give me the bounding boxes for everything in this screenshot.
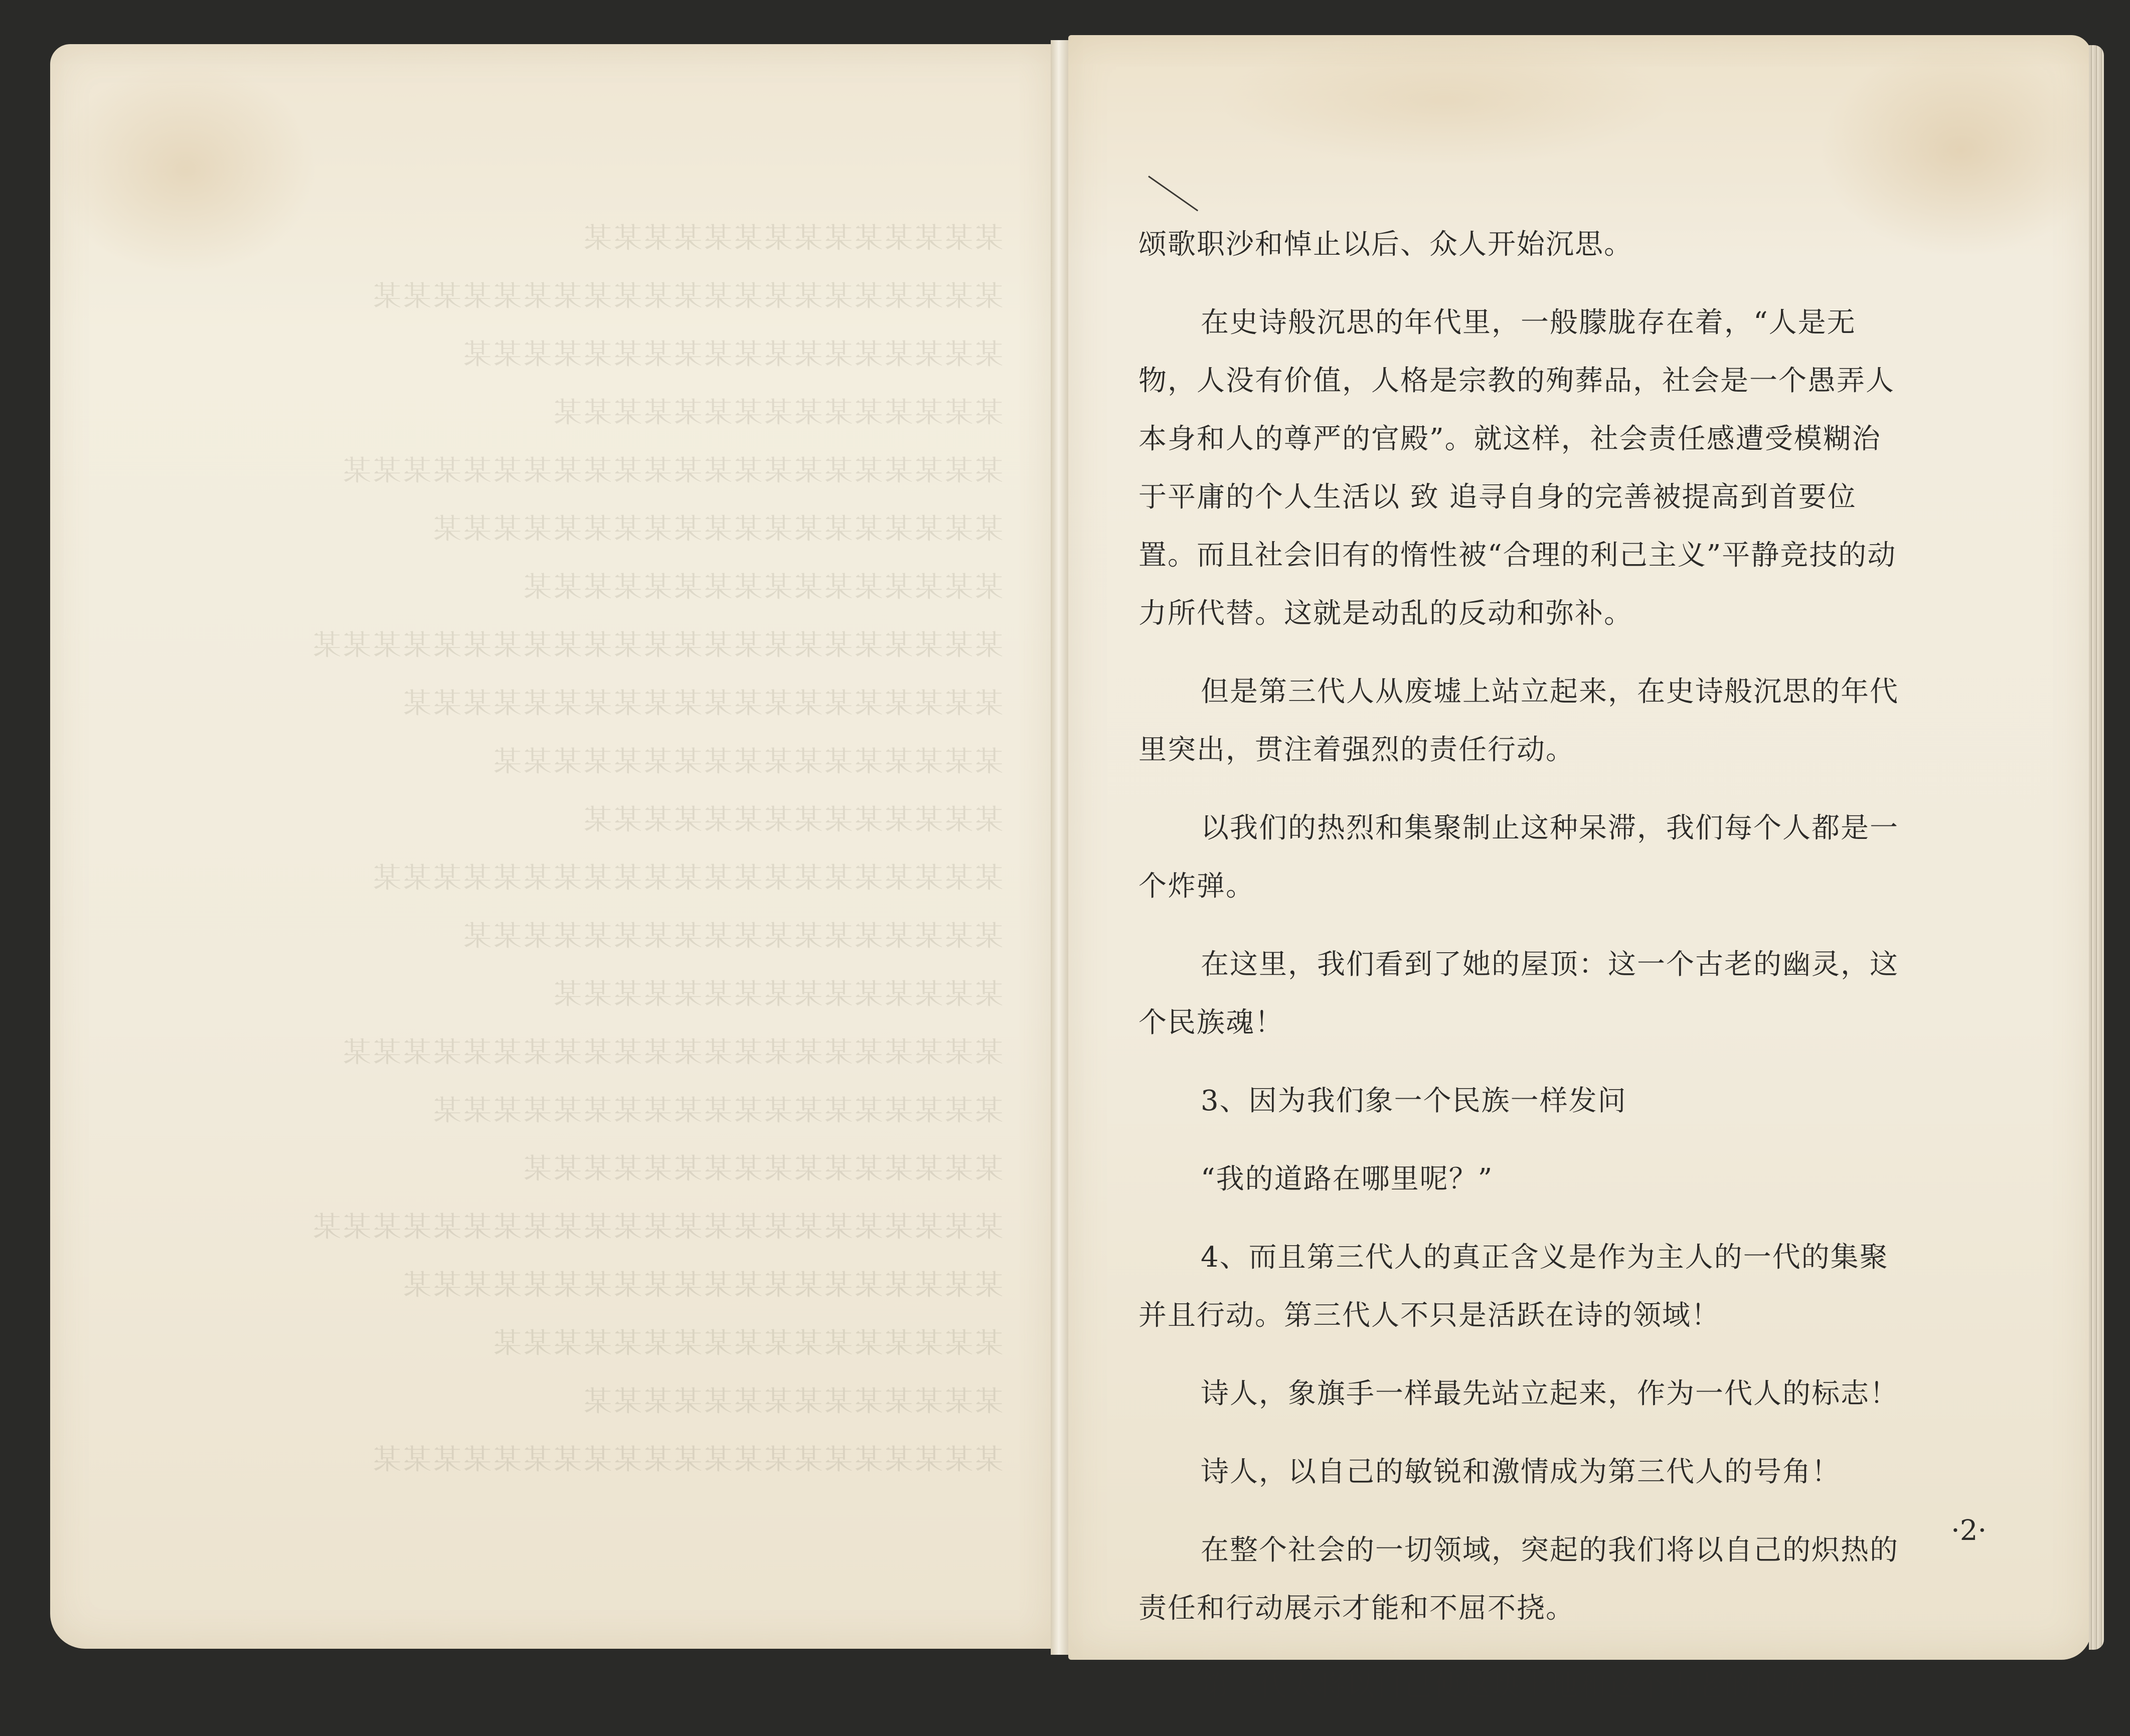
bleed-through-line: 某某某某某某某某某某某某某某某某某某某某某某 bbox=[341, 1036, 1003, 1069]
bleed-through-line: 某某某某某某某某某某某某某某某某某某某某 bbox=[401, 1269, 1003, 1302]
bleed-through-line: 某某某某某某某某某某某某某某某某某某某某某某 bbox=[341, 455, 1003, 487]
bleed-through-line: 某某某某某某某某某某某某某某某某某某某 bbox=[431, 1095, 1003, 1127]
right-page-text bbox=[1138, 216, 1906, 1736]
bleed-through-line: 某某某某某某某某某某某某某某某某某某 bbox=[461, 920, 1003, 953]
page-edges bbox=[2089, 45, 2104, 1650]
paragraph: 在整个社会的一切领域，突起的我们将以自己的炽热的责任和行动展示才能和不屈不挠。 bbox=[1138, 1534, 1899, 1625]
bleed-through-line: 某某某某某某某某某某某某某某某某 bbox=[522, 571, 1003, 604]
page-number: ·2· bbox=[1951, 1514, 1987, 1547]
bleed-through-line: 某某某某某某某某某某某某某某某某 bbox=[522, 1153, 1003, 1185]
bleed-through-line: 某某某某某某某某某某某某某某某某某某某某某某某 bbox=[311, 1211, 1003, 1244]
paragraph: 在这里，我们看到了她的屋顶：这一个古老的幽灵，这个民族魂！ bbox=[1138, 948, 1899, 1039]
left-page bbox=[50, 44, 1053, 1649]
bleed-through-line: 某某某某某某某某某某某某某某某某某 bbox=[491, 1327, 1003, 1360]
bleed-through-line: 某某某某某某某某某某某某某某某某某某某某 bbox=[401, 687, 1003, 720]
bleed-through-line: 某某某某某某某某某某某某某某某某某某某某某某某 bbox=[311, 629, 1003, 662]
paragraph: 以我们的热烈和集聚制止这种呆滞，我们每个人都是一个炸弹。 bbox=[1138, 812, 1899, 903]
bleed-through-text bbox=[201, 210, 1003, 1489]
bleed-through-line: 某某某某某某某某某某某某某某某 bbox=[552, 397, 1003, 429]
paragraph: 在史诗般沉思的年代里，一般朦胧存在着，“人是无物，人没有价值，人格是宗教的殉葬品，社会是一个愚弄人本身和人的尊严的官殿”。就这样，社会责任感遭受模糊治于平庸的个人生活以 致 追寻自身的完善被提高到首要位置。而且社会旧有的惰性被“合理的利己主义”平静竞技的动力所代替。这就是动乱的反动和弥补。 bbox=[1138, 306, 1897, 630]
bleed-through-line: 某某某某某某某某某某某某某某 bbox=[582, 222, 1003, 255]
bleed-through-line: 某某某某某某某某某某某某某某 bbox=[582, 1385, 1003, 1418]
bleed-through-line: 某某某某某某某某某某某某某某 bbox=[582, 804, 1003, 836]
paragraph: 4、而且第三代人的真正含义是作为主人的一代的集聚并且行动。第三代人不只是活跃在诗的领域！ bbox=[1138, 1241, 1889, 1332]
paragraph: 3、因为我们象一个民族一样发问 bbox=[1201, 1085, 1627, 1117]
paragraph: 第三代人将以自己使这块土地和这个古老的民族自豪！ bbox=[1201, 1670, 1899, 1703]
bleed-through-line: 某某某某某某某某某某某某某某某某某某某某某 bbox=[371, 280, 1003, 313]
water-stain bbox=[1219, 35, 1670, 165]
paragraph: “我的道路在哪里呢？” bbox=[1201, 1163, 1494, 1195]
bleed-through-line: 某某某某某某某某某某某某某某某某某某某某某 bbox=[371, 1444, 1003, 1476]
paragraph: 但是第三代人从废墟上站立起来，在史诗般沉思的年代里突出，贯注着强烈的责任行动。 bbox=[1138, 675, 1899, 766]
bleed-through-line: 某某某某某某某某某某某某某某某 bbox=[552, 978, 1003, 1011]
bleed-through-line: 某某某某某某某某某某某某某某某某某某某 bbox=[431, 513, 1003, 546]
bleed-through-line: 某某某某某某某某某某某某某某某某某某某某某 bbox=[371, 862, 1003, 895]
bleed-through-line: 某某某某某某某某某某某某某某某某某某 bbox=[461, 338, 1003, 371]
paragraph: 诗人，象旗手一样最先站立起来，作为一代人的标志！ bbox=[1201, 1377, 1899, 1410]
paragraph: 颂歌职沙和悼止以后、众人开始沉思。 bbox=[1138, 228, 1633, 261]
book-spine bbox=[1051, 40, 1071, 1655]
paragraph: 诗人，以自己的敏锐和激情成为第三代人的号角！ bbox=[1201, 1456, 1841, 1488]
bleed-through-line: 某某某某某某某某某某某某某某某某某 bbox=[491, 746, 1003, 778]
